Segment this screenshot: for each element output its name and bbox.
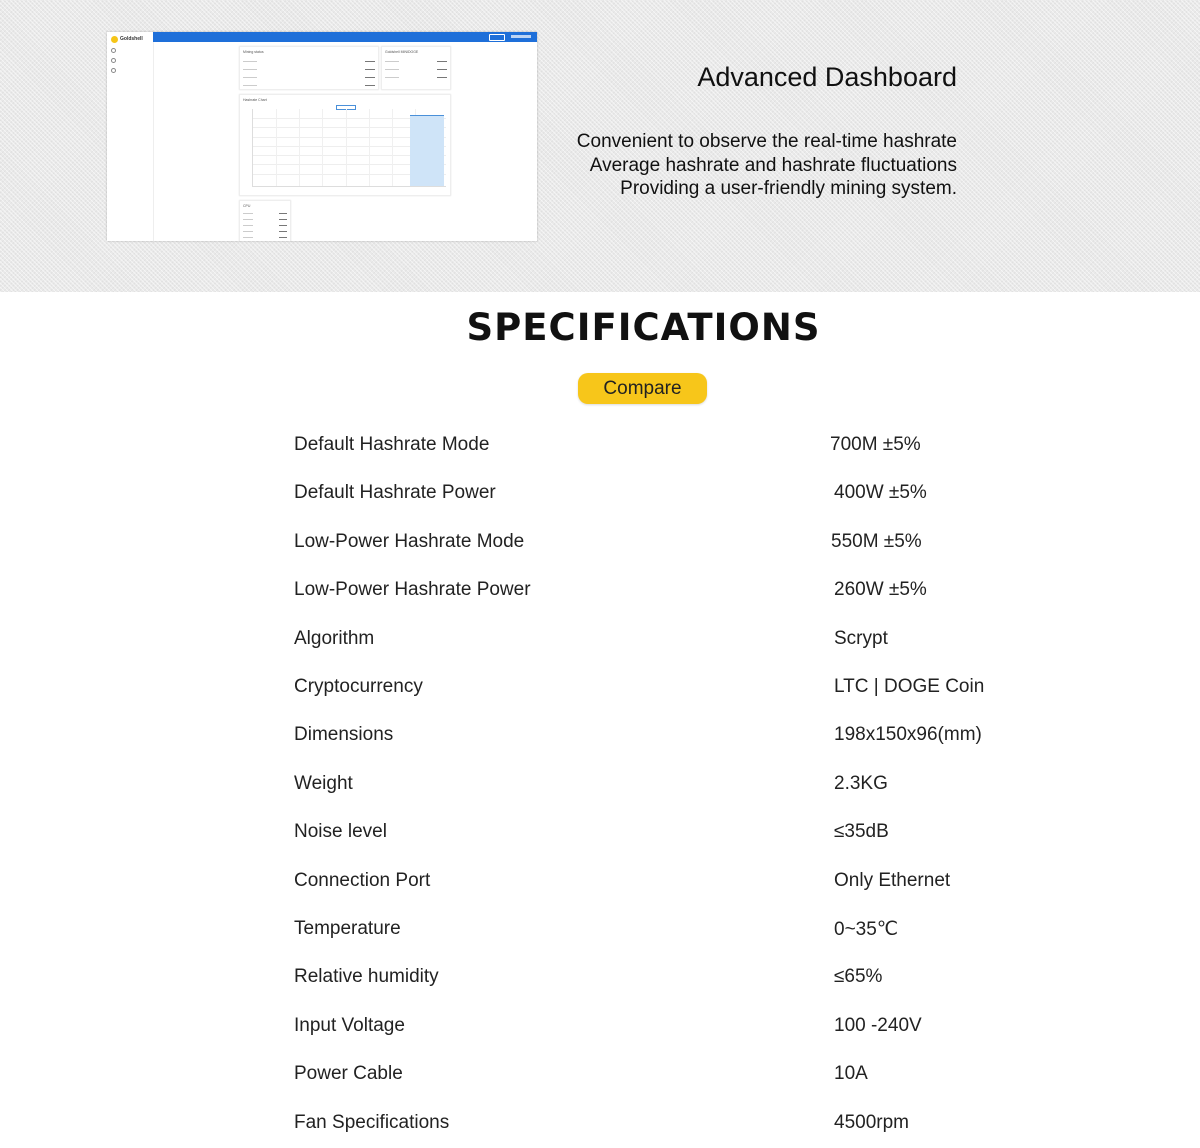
- dashboard-logo: [111, 35, 143, 43]
- dashboard-topbar-user: [511, 35, 531, 38]
- specifications-heading: SPECIFICATIONS: [466, 306, 821, 349]
- dashboard-nav-pools-icon: [111, 58, 116, 63]
- dashboard-nav-settings-icon: [111, 68, 116, 73]
- cpu-card-title: CPU: [243, 204, 251, 208]
- hero-line: Average hashrate and hashrate fluctuations: [589, 154, 957, 176]
- spec-label: Dimensions: [294, 724, 394, 746]
- device-info-card: [381, 46, 451, 90]
- spec-row: [0, 422, 1200, 470]
- hero-title: Advanced Dashboard: [697, 62, 957, 92]
- spec-value: 10A: [834, 1063, 868, 1085]
- spec-value: 4500rpm: [834, 1111, 909, 1133]
- spec-value: 400W ±5%: [834, 482, 927, 504]
- spec-value: ≤35dB: [834, 821, 889, 843]
- spec-row: [0, 906, 1200, 954]
- spec-label: Default Hashrate Power: [294, 482, 496, 504]
- spec-row: [0, 567, 1200, 615]
- hashrate-chart-area: [252, 109, 446, 187]
- spec-label: Weight: [294, 772, 353, 794]
- dashboard-topbar: [153, 32, 537, 42]
- compare-button[interactable]: Compare: [578, 373, 707, 404]
- spec-row: [0, 809, 1200, 857]
- spec-row: [0, 616, 1200, 664]
- spec-label: Default Hashrate Mode: [294, 434, 490, 455]
- hashrate-chart-title: Hashrate Chart: [243, 98, 267, 102]
- spec-value: 2.3KG: [834, 772, 888, 794]
- spec-row: [0, 761, 1200, 809]
- hero-description: [577, 130, 957, 201]
- spec-label: Fan Specifications: [294, 1111, 450, 1133]
- spec-row: [0, 664, 1200, 712]
- dashboard-topbar-button: [489, 34, 505, 41]
- spec-row: [0, 712, 1200, 760]
- spec-value: 100 -240V: [834, 1014, 922, 1036]
- hashrate-spike: [410, 115, 444, 186]
- spec-value: Scrypt: [834, 627, 888, 649]
- spec-value: LTC | DOGE Coin: [834, 676, 985, 697]
- spec-label: Temperature: [294, 918, 401, 939]
- spec-value: 0~35℃: [834, 919, 899, 940]
- spec-label: Low-Power Hashrate Mode: [294, 530, 525, 552]
- spec-label: Noise level: [294, 821, 387, 843]
- spec-value: ≤65%: [834, 966, 883, 988]
- hashrate-chart-card: [239, 94, 451, 196]
- mining-status-card: [239, 46, 379, 90]
- hero-line: Convenient to observe the real-time hashrate: [576, 131, 957, 152]
- spec-value: 700M ±5%: [830, 434, 921, 455]
- spec-label: Input Voltage: [294, 1014, 405, 1036]
- spec-label: Connection Port: [294, 869, 431, 891]
- dashboard-logo-text: Goldshell: [120, 36, 143, 42]
- hero-line: Providing a user-friendly mining system.: [620, 178, 957, 199]
- spec-label: Power Cable: [294, 1063, 403, 1085]
- dashboard-sidebar: [107, 32, 154, 241]
- spec-row: [0, 519, 1200, 567]
- spec-row: [0, 858, 1200, 906]
- device-info-title: Goldshell MINIDOGE: [385, 50, 419, 54]
- spec-value: 198x150x96(mm): [834, 724, 982, 746]
- spec-value: Only Ethernet: [834, 869, 951, 891]
- dashboard-screenshot: [107, 32, 537, 241]
- spec-label: Algorithm: [294, 627, 375, 649]
- dashboard-nav-home-icon: [111, 48, 116, 53]
- spec-row: [0, 1051, 1200, 1099]
- spec-label: Cryptocurrency: [294, 676, 423, 697]
- cpu-card: [239, 200, 291, 241]
- spec-row: [0, 1003, 1200, 1051]
- spec-row: [0, 1100, 1200, 1148]
- spec-label: Relative humidity: [294, 966, 439, 988]
- mining-status-title: Mining status: [243, 50, 264, 54]
- spec-row: [0, 954, 1200, 1002]
- spec-value: 550M ±5%: [831, 530, 922, 552]
- spec-label: Low-Power Hashrate Power: [294, 579, 531, 601]
- spec-value: 260W ±5%: [834, 579, 927, 601]
- hero-section: [0, 0, 1200, 292]
- goldshell-logo-icon: [111, 36, 118, 43]
- spec-row: [0, 470, 1200, 518]
